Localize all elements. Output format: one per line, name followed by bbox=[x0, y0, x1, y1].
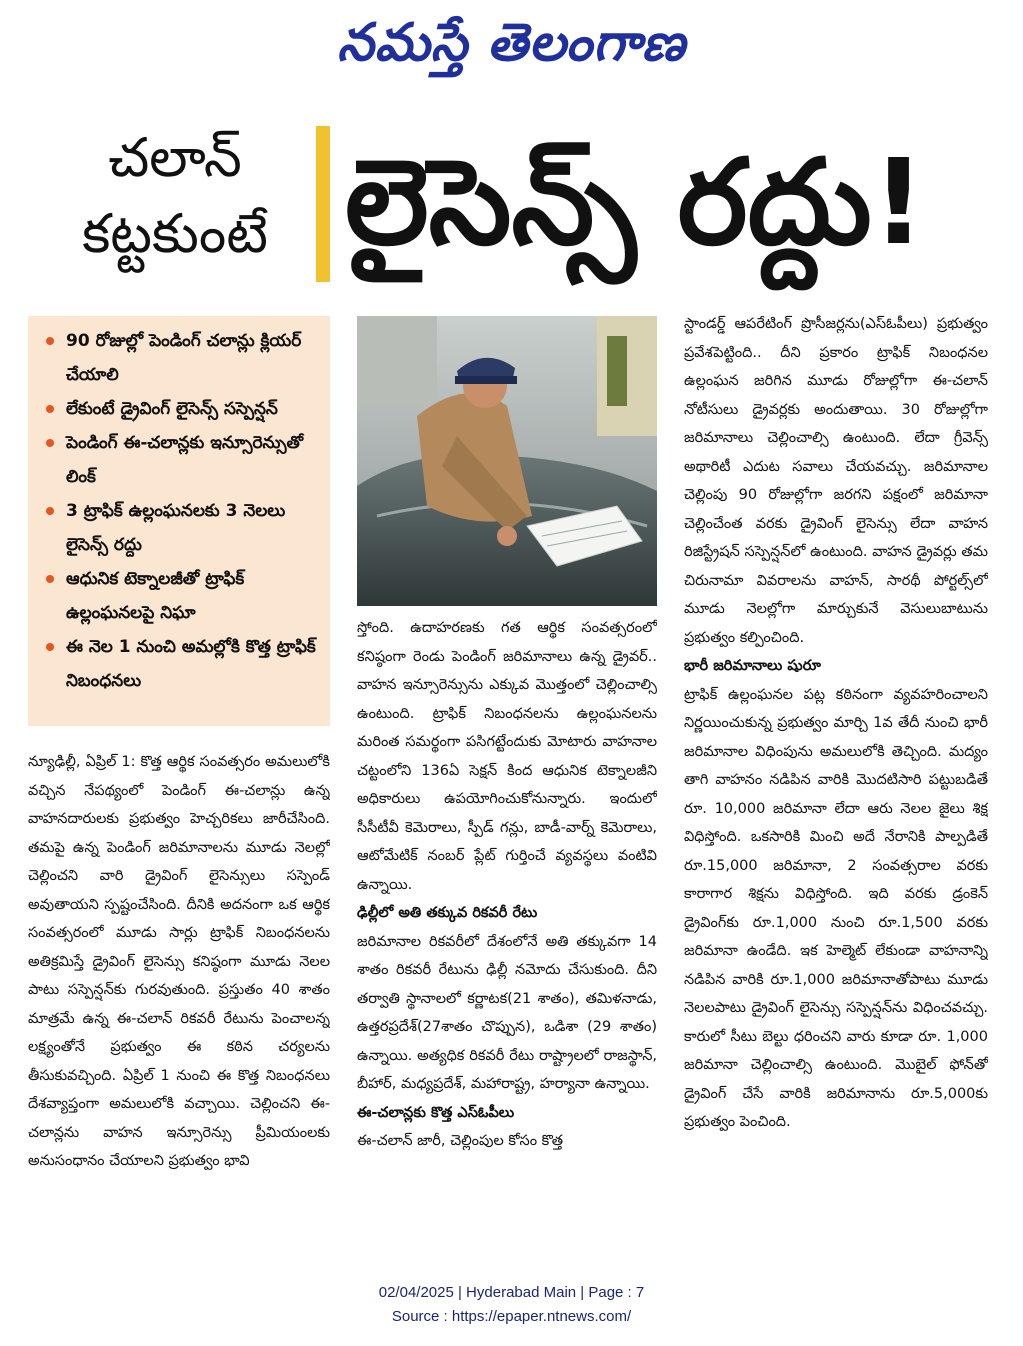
article-paragraph: స్టాండర్డ్ ఆపరేటింగ్ ప్రొసీజర్లను(ఎస్‌ఓపీలు) ప్రభుత్వం ప్రవేశపెట్టింది.. దీని ప్రకారం ట్రాఫిక్ నిబంధనల ఉల్లంఘన జరిగిన మూడు రోజుల్లోగా ఈ-చలాన్ నోటీసులు డ్రైవర్లకు అందుతాయి. 30 రోజుల్లోగా జరిమానాలు చెల్లించాల్సి ఉంటుంది. లేదా గ్రీవెన్స్ అథారిటీ ఎదుట సవాలు చేయవచ్చు. జరిమానాల చెల్లింపు 90 రోజుల్లోగా జరగని పక్షంలో జరిమానా చెల్లించేంత వరకు డ్రైవింగ్ లైసెన్సు లేదా వాహన రిజిస్ట్రేషన్ సస్పెన్షన్‌లో ఉంటుంది. వాహన డ్రైవర్లు తమ చిరునామా వివరాలను వాహన్, సారథీ పోర్టల్స్‌లో మూడు నెలల్లోగా మార్చుకునే వెసులుబాటును ప్రభుత్వం కల్పించింది. bbox=[684, 316, 988, 646]
bullet-icon bbox=[46, 337, 54, 345]
bullet-icon bbox=[46, 439, 54, 447]
kicker-line-2: కట్టకుంటే bbox=[82, 202, 268, 265]
highlight-item: లేకుంటే డ్రైవింగ్ లైసెన్స్ సస్పెన్షన్ bbox=[44, 392, 324, 426]
highlight-item: 3 ట్రాఫిక్ ఉల్లంఘనలకు 3 నెలలు లైసెన్స్ రద్దు bbox=[44, 494, 324, 562]
headline-divider-bar bbox=[316, 126, 330, 282]
subheading: భారీ జరిమానాలు షురూ bbox=[684, 658, 821, 674]
footer-dateline: 02/04/2025 | Hyderabad Main | Page : 7 bbox=[378, 1284, 645, 1301]
highlights-box bbox=[28, 316, 330, 726]
article-paragraph: స్తోంది. ఉదాహరణకు గత ఆర్థిక సంవత్సరంలో కనిష్ఠంగా రెండు పెండింగ్ జరిమానాలు ఉన్న డ్రైవర్.. వాహన ఇన్సూరెన్సును ఎక్కువ మొత్తంలో చెల్లించాల్సి ఉంటుంది. ట్రాఫిక్ నిబంధనలను ఉల్లంఘనలను మరింత సమర్థంగా పసిగట్టేందుకు మోటారు వాహనాల చట్టంలోని 136ఏ సెక్షన్ కింద ఆధునిక టెక్నాలజీని అధికారులు ఉపయోగించుకోనున్నారు. ఇందులో సీసీటీవీ కెమెరాలు, స్పీడ్ గన్లు, బాడీ-వార్న్ కెమెరాలు, ఆటోమేటిక్ నంబర్ ప్లేట్ గుర్తించే వ్యవస్థలు వంటివి ఉన్నాయి. bbox=[357, 620, 657, 893]
bullet-icon bbox=[46, 507, 54, 515]
highlight-item: పెండింగ్ ఈ-చలాన్లకు ఇన్సూరెన్సుతో లింక్ bbox=[44, 426, 324, 494]
main-headline: లైసెన్స్ రద్దు! bbox=[345, 133, 926, 271]
traffic-officer-photo bbox=[357, 316, 657, 606]
subheading: ఈ-చలాన్లకు కొత్త ఎస్‌ఓపీలు bbox=[357, 1104, 515, 1121]
highlight-item: ఈ నెల 1 నుంచి అమల్లోకి కొత్త ట్రాఫిక్ నిబంధనలు bbox=[44, 630, 324, 698]
highlight-item: 90 రోజుల్లో పెండింగ్ చలాన్లు క్లియర్ చేయాలి bbox=[44, 324, 324, 392]
article-paragraph: న్యూఢిల్లీ, ఏప్రిల్ 1: కొత్త ఆర్థిక సంవత్సరం అమలులోకి వచ్చిన నేపథ్యంలో పెండింగ్ ఈ-చలాన్లు ఉన్న వాహనదారులకు ప్రభుత్వం హెచ్చరికలు జారీచేసింది. తమపై ఉన్న పెండింగ్ జరిమానాలను మూడు నెలల్లో చెల్లించని వారి డ్రైవింగ్ లైసెన్సులు సస్పెండ్ అవుతాయని స్పష్టంచేసింది. దీనికి అదనంగా ఒక ఆర్థిక సంవత్సరంలో మూడు సార్లు ట్రాఫిక్ నిబంధనలను అతిక్రమిస్తే డ్రైవింగ్ లైసెన్సు కనిష్ఠంగా మూడు నెలల పాటు సస్పెన్షన్‌కు గురవుతుంది. ప్రస్తుతం 40 శాతం మాత్రమే ఉన్న ఈ-చలాన్ రికవరీ రేటును పెంచాలన్న లక్ష్యంతోనే ప్రభుత్వం ఈ కఠిన చర్యలను తీసుకువచ్చింది. ఏప్రిల్ 1 నుంచి ఈ కొత్త నిబంధనలు దేశవ్యాప్తంగా అమలులోకి వచ్చాయి. చెల్లించని ఈ-చలాన్లను వాహన ఇన్సూరెన్సు ప్రీమియంలకు అనుసంధానం చేయాలని ప్రభుత్వం భావి bbox=[28, 754, 330, 1169]
highlight-item: ఆధునిక టెక్నాలజీతో ట్రాఫిక్ ఉల్లంఘనలపై నిఘా bbox=[44, 562, 324, 630]
article-column-2 bbox=[357, 614, 657, 1258]
article-photo bbox=[357, 316, 657, 606]
newspaper-title: నమస్తే తెలంగాణ bbox=[337, 13, 686, 73]
kicker-line-1: చలాన్ bbox=[108, 126, 242, 189]
bullet-icon bbox=[46, 643, 54, 651]
bullet-icon bbox=[46, 405, 54, 413]
headline-kicker bbox=[40, 120, 310, 290]
masthead bbox=[0, 8, 1023, 78]
bullet-icon bbox=[46, 575, 54, 583]
article-paragraph: ఈ-చలాన్ జారీ, చెల్లింపుల కోసం కొత్త bbox=[357, 1133, 564, 1149]
article-column-3 bbox=[684, 310, 988, 1250]
article-paragraph: ట్రాఫిక్ ఉల్లంఘనల పట్ల కఠినంగా వ్యవహరించాలని నిర్ణయించుకున్న ప్రభుత్వం మార్చి 1వ తేదీ నుంచి భారీ జరిమానాల విధింపును అమలులోకి తెచ్చింది. మద్యం తాగి వాహనం నడిపిన వారికి మొదటిసారి పట్టుబడితే రూ. 10,000 జరిమానా లేదా ఆరు నెలల జైలు శిక్ష విధిస్తోంది. ఒకసారికి మించి అదే నేరానికి పాల్పడితే రూ.15,000 జరిమానా, 2 సంవత్సరాల వరకు కారాగార శిక్షను విధిస్తోంది. ఇది వరకు డ్రంకెన్ డ్రైవింగ్‌కు రూ.1,000 నుంచి రూ.1,500 వరకు జరిమానా ఉండేది. ఇక హెల్మెట్ లేకుండా వాహనాన్ని నడిపిన వారికి రూ.1,000 జరిమానాతోపాటు మూడు నెలలపాటు డ్రైవింగ్ లైసెన్సు సస్పెన్షన్‌ను విధించవచ్చు. కారులో సీటు బెల్టు ధరించని వారు కూడా రూ. 1,000 జరిమానా చెల్లించాల్సి ఉంటుంది. మొబైల్ ఫోన్‌తో డ్రైవింగ్ చేసే వారికి జరిమానాను రూ.5,000కు ప్రభుత్వం పెంచింది. bbox=[684, 686, 988, 1130]
article-paragraph: జరిమానాల రికవరీలో దేశంలోనే అతి తక్కువగా 14 శాతం రికవరీ రేటును ఢిల్లీ నమోదు చేసుకుంది. దీని తర్వాతి స్థానాలలో కర్ణాటక(21 శాతం), తమిళనాడు, ఉత్తరప్రదేశ్(27శాతం చొప్పున), ఒడిశా (29 శాతం) ఉన్నాయి. అత్యధిక రికవరీ రేటు రాష్ట్రాలలో రాజస్థాన్, బీహార్, మధ్యప్రదేశ్, మహారాష్ట్ర, హర్యానా ఉన్నాయి. bbox=[357, 933, 657, 1092]
article-column-1 bbox=[28, 748, 330, 1258]
subheading: ఢిల్లీలో అతి తక్కువ రికవరీ రేటు bbox=[357, 905, 538, 921]
footer-source: Source : https://epaper.ntnews.com/ bbox=[391, 1308, 632, 1325]
